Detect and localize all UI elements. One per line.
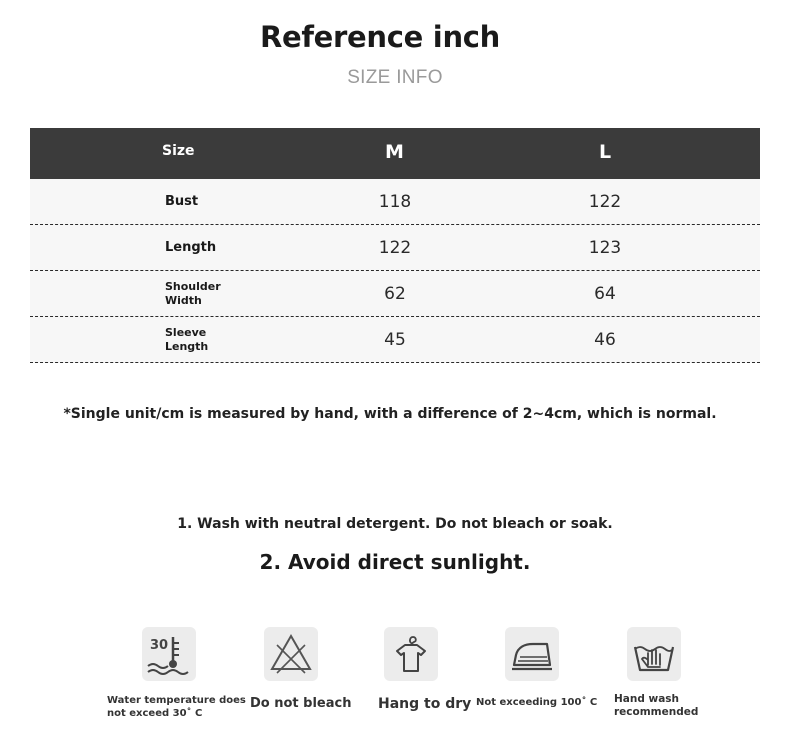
header-l: L [599, 141, 612, 163]
row-label: Sleeve Length [165, 325, 209, 353]
table-row [30, 179, 760, 225]
row-label: Length [165, 240, 217, 255]
care-instruction-2: 2. Avoid direct sunlight. [259, 550, 531, 574]
page-title: Reference inch [259, 20, 501, 54]
iron-temperature-label: Not exceeding 100˚ C [476, 697, 598, 708]
table-row [30, 225, 760, 271]
page-subtitle: SIZE INFO [347, 67, 443, 88]
hang-dry-icon [384, 627, 438, 681]
header-size: Size [162, 143, 195, 159]
value-m: 118 [378, 191, 412, 212]
measurement-note: *Single unit/cm is measured by hand, with a difference of 2~4cm, which is normal. [63, 406, 717, 422]
no-bleach-label: Do not bleach [250, 696, 352, 711]
hand-wash-label: Hand wash recommended [614, 693, 699, 718]
hang-dry-label: Hang to dry [378, 696, 472, 712]
svg-text:30: 30 [150, 638, 169, 653]
size-table [30, 128, 760, 363]
row-label: Shoulder Width [165, 279, 221, 307]
water-temperature-icon [142, 627, 196, 681]
value-l: 64 [594, 283, 616, 304]
value-m: 62 [384, 283, 406, 304]
header-m: M [385, 141, 404, 163]
row-label: Bust [165, 194, 199, 209]
care-instruction-1: 1. Wash with neutral detergent. Do not bleach or soak. [177, 516, 613, 532]
value-l: 46 [594, 329, 616, 350]
table-header [30, 128, 760, 179]
table-row [30, 317, 760, 363]
value-l: 123 [588, 237, 622, 258]
value-l: 122 [588, 191, 622, 212]
value-m: 122 [378, 237, 412, 258]
no-bleach-icon [264, 627, 318, 681]
water-temperature-label: Water temperature does not exceed 30˚ C [107, 695, 246, 719]
hand-wash-icon [627, 627, 681, 681]
table-row [30, 271, 760, 317]
value-m: 45 [384, 329, 406, 350]
iron-icon [505, 627, 559, 681]
